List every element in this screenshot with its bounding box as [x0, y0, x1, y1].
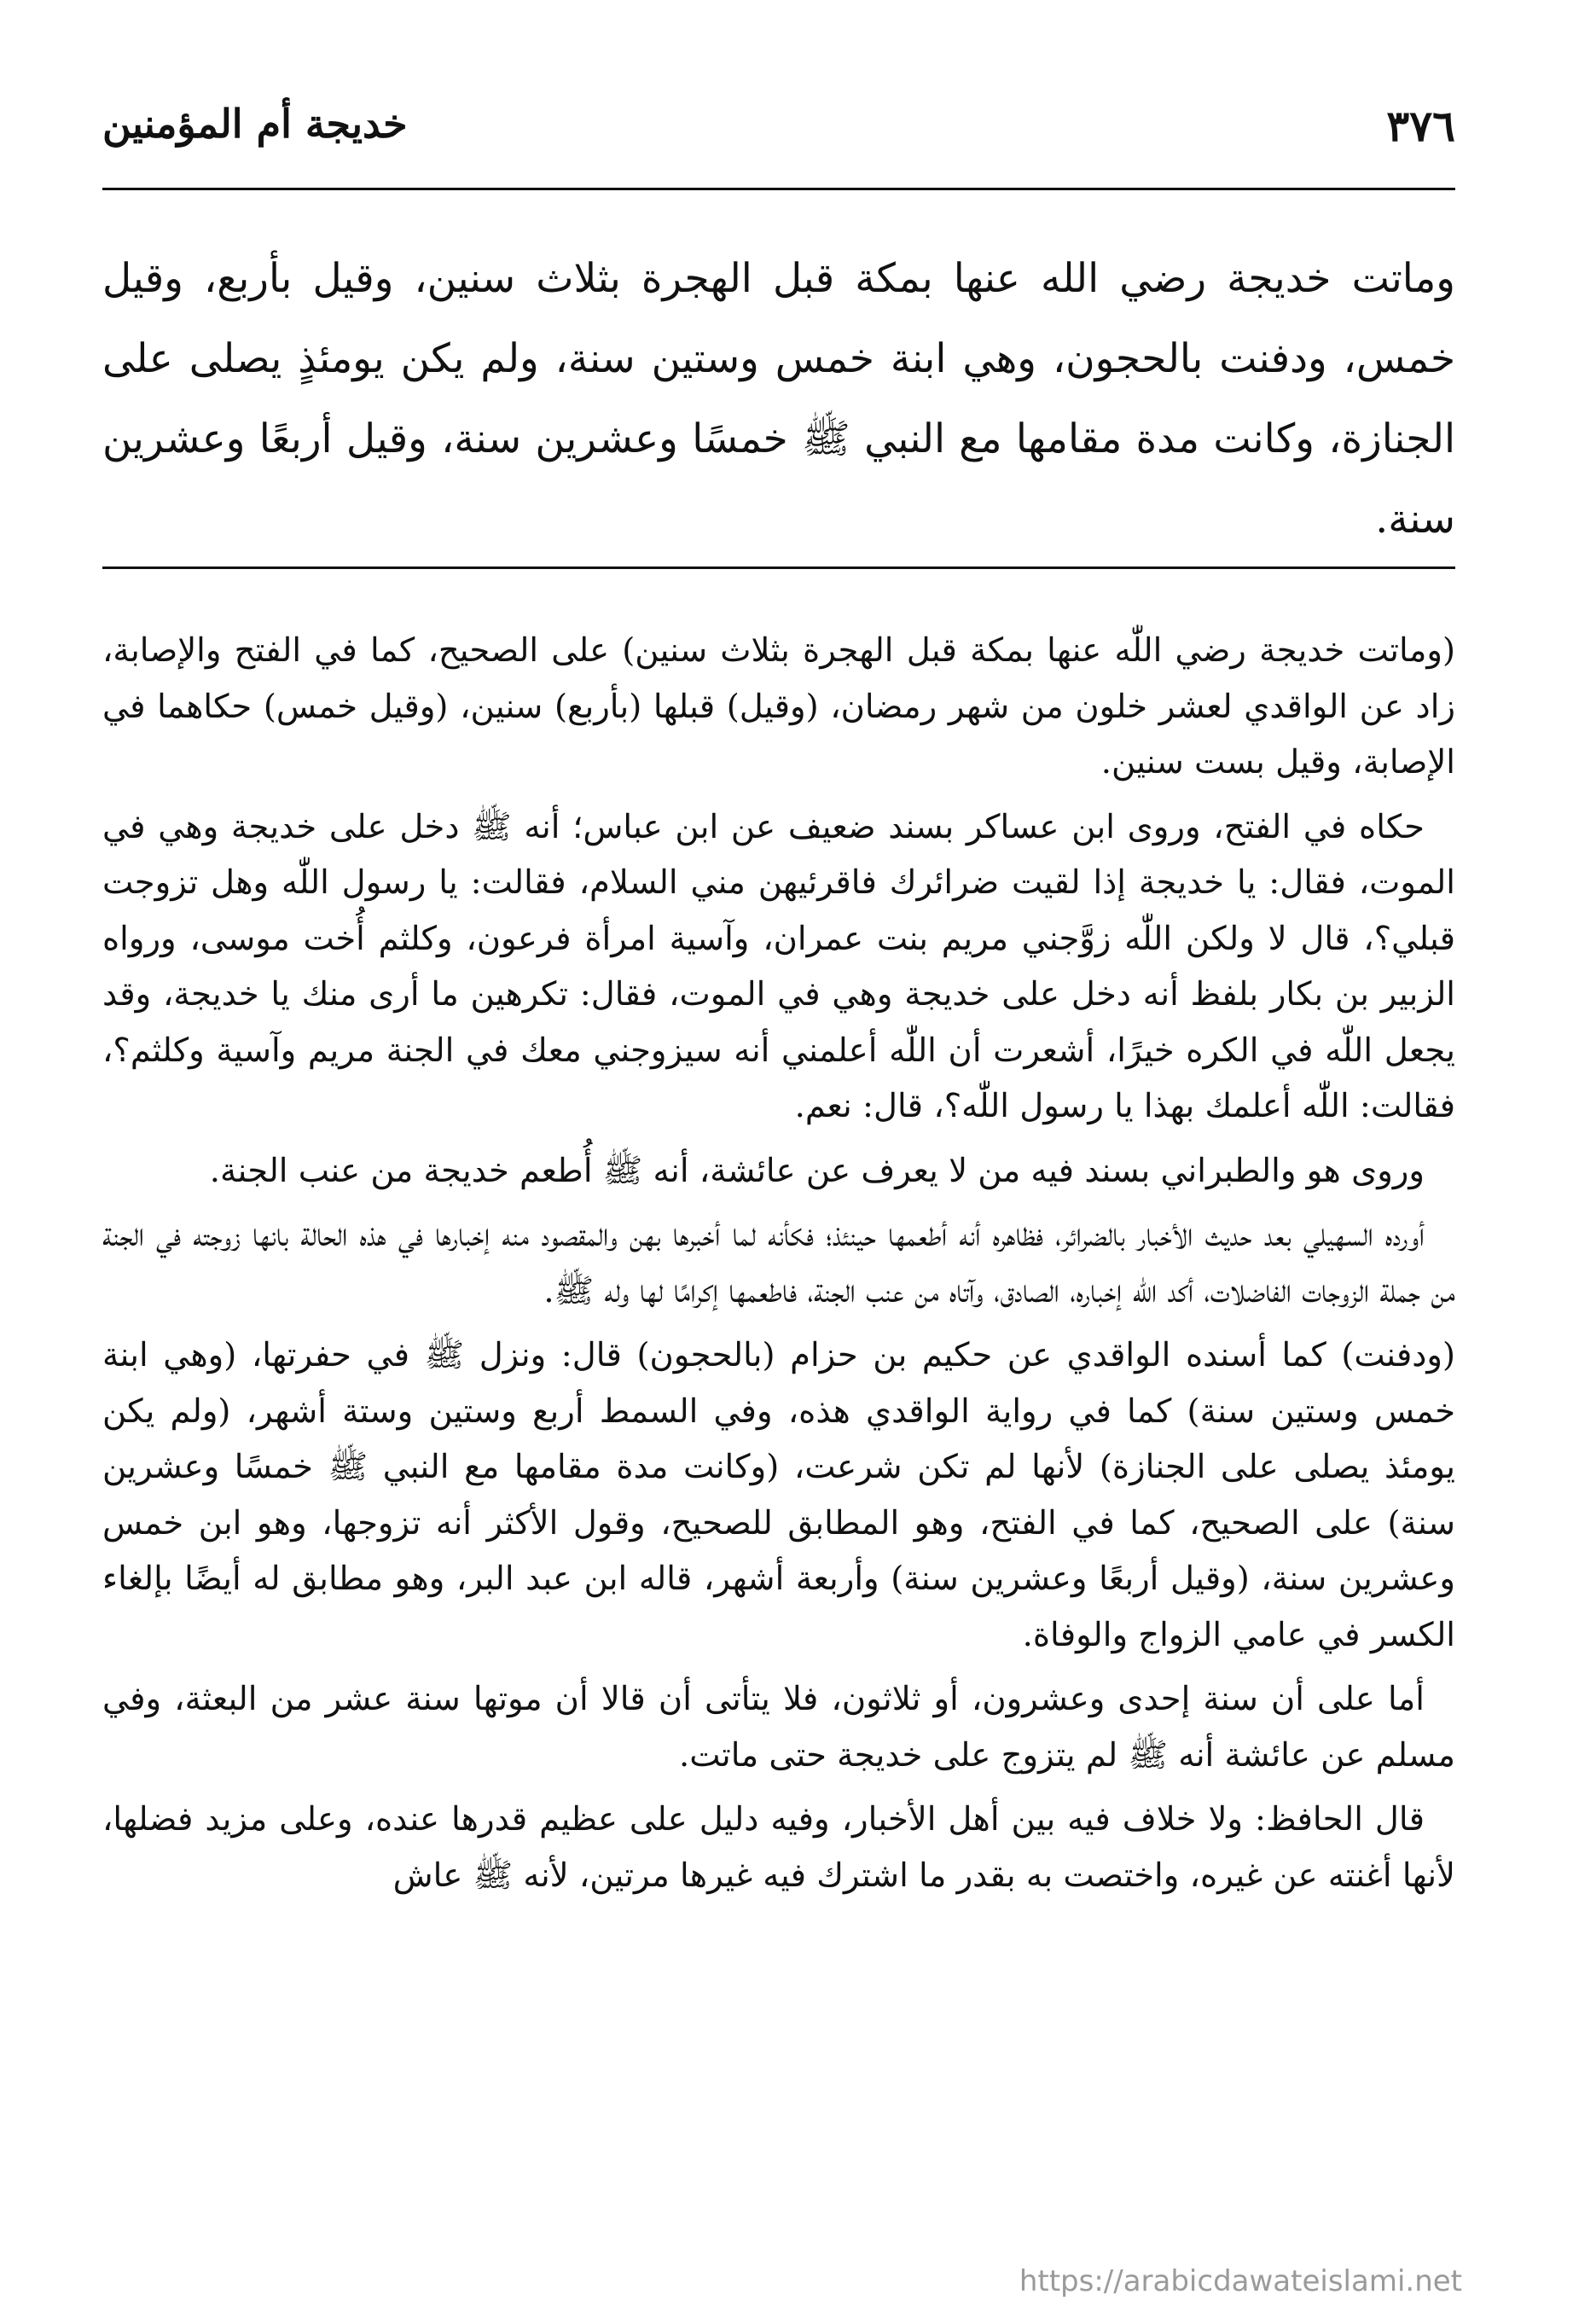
commentary-paragraph: أما على أن سنة إحدى وعشرون، أو ثلاثون، فلا يتأتى أن قالا أن موتها سنة عشر من البعثة، وفي مسلم عن عائشة أنه ﷺ لم يتزوج على خديجة حتى ماتت. [102, 1680, 1455, 1775]
main-text-block [102, 239, 1455, 560]
commentary-paragraph: (وماتت خديجة رضي اللّٰه عنها بمكة قبل الهجرة بثلاث سنين) على الصحيح، كما في الفتح والإصابة، زاد عن الواقدي لعشر خلون من شهر رمضان، (وقيل) قبلها (بأربع) سنين، (وقيل خمس) حكاهما في الإصابة، وقيل بست سنين. [102, 631, 1455, 781]
commentary-paragraph: أورده السهيلي بعد حديث الأخبار بالضرائر، فظاهره أنه أطعمها حينئذ؛ فكأنه لما أخبرها بهن والمقصود منه إخبارها في هذه الحالة بانها زوجته في الجنة من جملة الزوجات الفاضلات، أكد اللّٰه إخباره، الصادق، وآتاه من عنب الجنة، فاطعمها إكرامًا لها وله ﷺ. [102, 1216, 1455, 1310]
page-number: ٣٧٦ [1386, 101, 1455, 151]
watermark-url: https://arabicdawateislami.net [1019, 2264, 1462, 2298]
section-divider [102, 566, 1455, 569]
header-rule [102, 188, 1455, 190]
commentary-paragraph: وروى هو والطبراني بسند فيه من لا يعرف عن عائشة، أنه ﷺ أُطعم خديجة من عنب الجنة. [209, 1151, 1425, 1190]
commentary-paragraph: قال الحافظ: ولا خلاف فيه بين أهل الأخبار، وفيه دليل على عظيم قدرها عنده، وعلى مزيد فضلها، لأنها أغنته عن غيره، واختصت به بقدر ما اشترك فيه غيرها مرتين، لأنه ﷺ عاش [102, 1800, 1455, 1895]
running-title: خديجة أم المؤمنين [102, 101, 408, 147]
commentary-block [102, 623, 1455, 1912]
commentary-paragraph: حكاه في الفتح، وروى ابن عساكر بسند ضعيف عن ابن عباس؛ أنه ﷺ دخل على خديجة وهي في الموت، فقال: يا خديجة إذا لقيت ضرائرك فاقرئيهن مني السلام، فقالت: يا رسول اللّٰه وهل تزوجت قبلي؟، قال لا ولكن اللّٰه زوَّجني مريم بنت عمران، وآسية امرأة فرعون، وكلثم أُخت موسى، ورواه الزبير بن بكار بلفظ أنه دخل على خديجة وهي في الموت، فقال: تكرهين ما أرى منك يا خديجة، وقد يجعل اللّٰه في الكره خيرًا، أشعرت أن اللّٰه أعلمني أنه سيزوجني معك في الجنة مريم وآسية وكلثم؟، فقالت: اللّٰه أعلمك بهذا يا رسول اللّٰه؟، قال: نعم. [102, 807, 1455, 1125]
page-header [102, 101, 1455, 169]
commentary-paragraph: (ودفنت) كما أسنده الواقدي عن حكيم بن حزام (بالحجون) قال: ونزل ﷺ في حفرتها، (وهي ابنة خمس وستين سنة) كما في رواية الواقدي هذه، وفي السمط أربع وستين وستة أشهر، (ولم يكن يومئذ يصلى على الجنازة) لأنها لم تكن شرعت، (وكانت مدة مقامها مع النبي ﷺ خمسًا وعشرين سنة) على الصحيح، كما في الفتح، وهو المطابق للصحيح، وقول الأكثر أنه تزوجها، وهو ابن خمس وعشرين سنة، (وقيل أربعًا وعشرين سنة) وأربعة أشهر، قاله ابن عبد البر، وهو مطابق له أيضًا بإلغاء الكسر في عامي الزواج والوفاة. [102, 1336, 1455, 1654]
main-paragraph: وماتت خديجة رضي الله عنها بمكة قبل الهجرة بثلاث سنين، وقيل بأربع، وقيل خمس، ودفنت بالحجون، وهي ابنة خمس وستين سنة، ولم يكن يومئذٍ يصلى على الجنازة، وكانت مدة مقامها مع النبي ﷺ خمسًا وعشرين سنة، وقيل أربعًا وعشرين سنة. [102, 255, 1455, 543]
